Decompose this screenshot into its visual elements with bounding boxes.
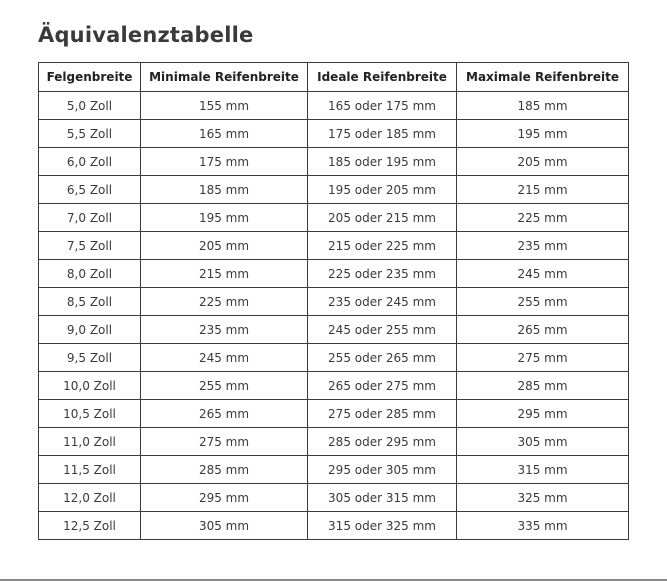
cell-rim-width: 9,5 Zoll	[39, 344, 141, 372]
cell-ideal-tire-width: 185 oder 195 mm	[308, 148, 457, 176]
cell-max-tire-width: 305 mm	[457, 428, 629, 456]
cell-min-tire-width: 205 mm	[141, 232, 308, 260]
header-max-tire-width: Maximale Reifenbreite	[457, 63, 629, 92]
table-row	[39, 92, 629, 120]
table-row	[39, 148, 629, 176]
table-row	[39, 288, 629, 316]
cell-min-tire-width: 285 mm	[141, 456, 308, 484]
cell-max-tire-width: 315 mm	[457, 456, 629, 484]
cell-ideal-tire-width: 255 oder 265 mm	[308, 344, 457, 372]
cell-max-tire-width: 335 mm	[457, 512, 629, 540]
cell-ideal-tire-width: 165 oder 175 mm	[308, 92, 457, 120]
cell-min-tire-width: 295 mm	[141, 484, 308, 512]
cell-max-tire-width: 265 mm	[457, 316, 629, 344]
cell-ideal-tire-width: 265 oder 275 mm	[308, 372, 457, 400]
table-row	[39, 484, 629, 512]
cell-max-tire-width: 325 mm	[457, 484, 629, 512]
cell-min-tire-width: 195 mm	[141, 204, 308, 232]
table-header-row	[39, 63, 629, 92]
cell-ideal-tire-width: 315 oder 325 mm	[308, 512, 457, 540]
table-row	[39, 512, 629, 540]
cell-ideal-tire-width: 305 oder 315 mm	[308, 484, 457, 512]
table-row	[39, 260, 629, 288]
cell-max-tire-width: 255 mm	[457, 288, 629, 316]
header-ideal-tire-width: Ideale Reifenbreite	[308, 63, 457, 92]
cell-ideal-tire-width: 205 oder 215 mm	[308, 204, 457, 232]
cell-min-tire-width: 235 mm	[141, 316, 308, 344]
cell-min-tire-width: 155 mm	[141, 92, 308, 120]
cell-max-tire-width: 215 mm	[457, 176, 629, 204]
cell-rim-width: 5,5 Zoll	[39, 120, 141, 148]
table-row	[39, 400, 629, 428]
page-title: Äquivalenztabelle	[38, 23, 254, 47]
cell-rim-width: 7,5 Zoll	[39, 232, 141, 260]
cell-max-tire-width: 285 mm	[457, 372, 629, 400]
cell-ideal-tire-width: 245 oder 255 mm	[308, 316, 457, 344]
cell-rim-width: 6,0 Zoll	[39, 148, 141, 176]
table-row	[39, 204, 629, 232]
bottom-divider	[0, 550, 667, 581]
cell-ideal-tire-width: 275 oder 285 mm	[308, 400, 457, 428]
table-row	[39, 176, 629, 204]
cell-max-tire-width: 245 mm	[457, 260, 629, 288]
cell-max-tire-width: 185 mm	[457, 92, 629, 120]
header-min-tire-width: Minimale Reifenbreite	[141, 63, 308, 92]
table-row	[39, 456, 629, 484]
cell-min-tire-width: 225 mm	[141, 288, 308, 316]
cell-max-tire-width: 205 mm	[457, 148, 629, 176]
table-row	[39, 372, 629, 400]
cell-min-tire-width: 305 mm	[141, 512, 308, 540]
cell-rim-width: 9,0 Zoll	[39, 316, 141, 344]
table-row	[39, 232, 629, 260]
cell-rim-width: 6,5 Zoll	[39, 176, 141, 204]
cell-min-tire-width: 165 mm	[141, 120, 308, 148]
cell-rim-width: 11,0 Zoll	[39, 428, 141, 456]
cell-max-tire-width: 195 mm	[457, 120, 629, 148]
cell-min-tire-width: 255 mm	[141, 372, 308, 400]
cell-rim-width: 12,0 Zoll	[39, 484, 141, 512]
cell-min-tire-width: 275 mm	[141, 428, 308, 456]
cell-rim-width: 8,5 Zoll	[39, 288, 141, 316]
equivalence-table	[38, 62, 629, 540]
cell-rim-width: 5,0 Zoll	[39, 92, 141, 120]
cell-max-tire-width: 225 mm	[457, 204, 629, 232]
cell-ideal-tire-width: 225 oder 235 mm	[308, 260, 457, 288]
cell-max-tire-width: 235 mm	[457, 232, 629, 260]
cell-ideal-tire-width: 195 oder 205 mm	[308, 176, 457, 204]
cell-rim-width: 8,0 Zoll	[39, 260, 141, 288]
cell-min-tire-width: 265 mm	[141, 400, 308, 428]
cell-rim-width: 12,5 Zoll	[39, 512, 141, 540]
cell-min-tire-width: 215 mm	[141, 260, 308, 288]
cell-ideal-tire-width: 175 oder 185 mm	[308, 120, 457, 148]
cell-rim-width: 10,5 Zoll	[39, 400, 141, 428]
cell-ideal-tire-width: 235 oder 245 mm	[308, 288, 457, 316]
table-row	[39, 344, 629, 372]
cell-rim-width: 7,0 Zoll	[39, 204, 141, 232]
table-row	[39, 316, 629, 344]
cell-min-tire-width: 175 mm	[141, 148, 308, 176]
cell-ideal-tire-width: 295 oder 305 mm	[308, 456, 457, 484]
cell-min-tire-width: 245 mm	[141, 344, 308, 372]
cell-rim-width: 11,5 Zoll	[39, 456, 141, 484]
cell-max-tire-width: 295 mm	[457, 400, 629, 428]
cell-ideal-tire-width: 215 oder 225 mm	[308, 232, 457, 260]
cell-rim-width: 10,0 Zoll	[39, 372, 141, 400]
cell-max-tire-width: 275 mm	[457, 344, 629, 372]
table-row	[39, 428, 629, 456]
header-rim-width: Felgenbreite	[39, 63, 141, 92]
cell-min-tire-width: 185 mm	[141, 176, 308, 204]
cell-ideal-tire-width: 285 oder 295 mm	[308, 428, 457, 456]
table-row	[39, 120, 629, 148]
